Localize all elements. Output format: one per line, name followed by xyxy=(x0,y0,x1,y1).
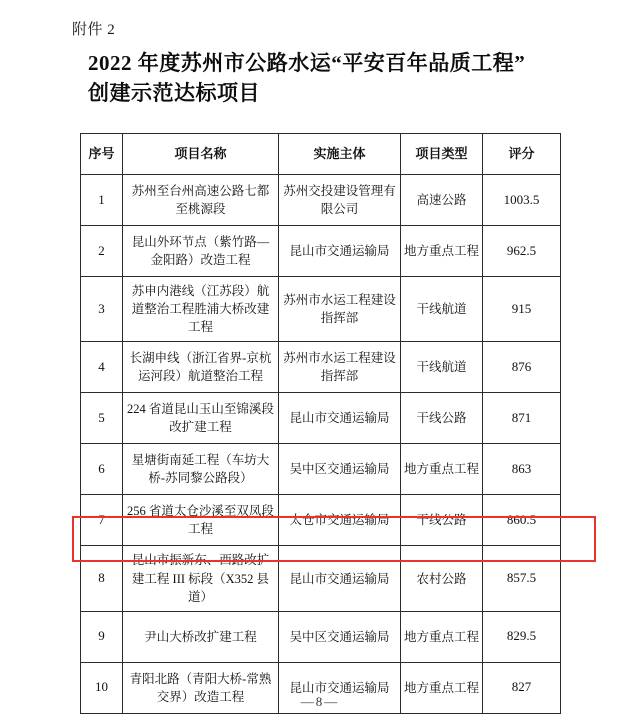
cell-score: 871 xyxy=(483,393,561,444)
cell-index: 5 xyxy=(81,393,123,444)
cell-project-name: 苏州至台州高速公路七都至桃源段 xyxy=(123,175,279,226)
cell-type: 干线公路 xyxy=(401,393,483,444)
column-header-score: 评分 xyxy=(483,134,561,175)
cell-score: 857.5 xyxy=(483,546,561,611)
table-row xyxy=(81,175,561,226)
cell-owner: 昆山市交通运输局 xyxy=(279,226,401,277)
cell-score: 962.5 xyxy=(483,226,561,277)
table-row xyxy=(81,393,561,444)
cell-type: 地方重点工程 xyxy=(401,226,483,277)
cell-index: 9 xyxy=(81,611,123,662)
cell-score: 915 xyxy=(483,277,561,342)
column-header-index: 序号 xyxy=(81,134,123,175)
cell-type: 农村公路 xyxy=(401,546,483,611)
column-header-type: 项目类型 xyxy=(401,134,483,175)
cell-project-name: 星塘街南延工程（车坊大桥-苏同黎公路段） xyxy=(123,444,279,495)
cell-index: 1 xyxy=(81,175,123,226)
cell-type: 地方重点工程 xyxy=(401,611,483,662)
cell-score: 1003.5 xyxy=(483,175,561,226)
cell-type: 高速公路 xyxy=(401,175,483,226)
column-header-owner: 实施主体 xyxy=(279,134,401,175)
table-row xyxy=(81,495,561,546)
cell-index: 4 xyxy=(81,342,123,393)
cell-project-name: 昆山外环节点（紫竹路—金阳路）改造工程 xyxy=(123,226,279,277)
cell-owner: 太仓市交通运输局 xyxy=(279,495,401,546)
table-header-row xyxy=(81,134,561,175)
cell-index: 10 xyxy=(81,662,123,713)
cell-score: 827 xyxy=(483,662,561,713)
project-score-table xyxy=(80,133,561,714)
page-title xyxy=(88,48,558,109)
cell-owner: 昆山市交通运输局 xyxy=(279,662,401,713)
cell-project-name: 昆山市振新东、西路改扩建工程 III 标段（X352 县道） xyxy=(123,546,279,611)
cell-owner: 苏州市水运工程建设指挥部 xyxy=(279,277,401,342)
cell-score: 876 xyxy=(483,342,561,393)
column-header-project-name: 项目名称 xyxy=(123,134,279,175)
page-number: —8— xyxy=(300,694,340,709)
cell-project-name: 256 省道太仓沙溪至双凤段工程 xyxy=(123,495,279,546)
cell-owner: 吴中区交通运输局 xyxy=(279,444,401,495)
table-row-highlighted xyxy=(81,546,561,611)
cell-owner: 昆山市交通运输局 xyxy=(279,393,401,444)
attachment-label: 附件 2 xyxy=(72,22,116,38)
table-row xyxy=(81,444,561,495)
table-row xyxy=(81,611,561,662)
cell-index: 3 xyxy=(81,277,123,342)
cell-type: 干线公路 xyxy=(401,495,483,546)
page-title-line-2: 创建示范达标项目 xyxy=(88,81,260,106)
cell-owner: 苏州市水运工程建设指挥部 xyxy=(279,342,401,393)
cell-index: 6 xyxy=(81,444,123,495)
cell-index: 8 xyxy=(81,546,123,611)
cell-project-name: 224 省道昆山玉山至锦溪段改扩建工程 xyxy=(123,393,279,444)
cell-owner: 苏州交投建设管理有限公司 xyxy=(279,175,401,226)
table-row xyxy=(81,342,561,393)
cell-score: 829.5 xyxy=(483,611,561,662)
page-title-line-1: 2022 年度苏州市公路水运“平安百年品质工程” xyxy=(88,51,526,75)
cell-type: 干线航道 xyxy=(401,277,483,342)
cell-project-name: 苏申内港线（江苏段）航道整治工程胜浦大桥改建工程 xyxy=(123,277,279,342)
cell-score: 860.5 xyxy=(483,495,561,546)
cell-score: 863 xyxy=(483,444,561,495)
cell-index: 7 xyxy=(81,495,123,546)
cell-project-name: 青阳北路（青阳大桥-常熟交界）改造工程 xyxy=(123,662,279,713)
cell-owner: 吴中区交通运输局 xyxy=(279,611,401,662)
cell-project-name: 尹山大桥改扩建工程 xyxy=(123,611,279,662)
cell-index: 2 xyxy=(81,226,123,277)
table-row xyxy=(81,277,561,342)
cell-type: 地方重点工程 xyxy=(401,444,483,495)
cell-project-name: 长湖申线（浙江省界-京杭运河段）航道整治工程 xyxy=(123,342,279,393)
cell-type: 地方重点工程 xyxy=(401,662,483,713)
cell-type: 干线航道 xyxy=(401,342,483,393)
table-row xyxy=(81,226,561,277)
cell-owner: 昆山市交通运输局 xyxy=(279,546,401,611)
table-body xyxy=(81,175,561,714)
